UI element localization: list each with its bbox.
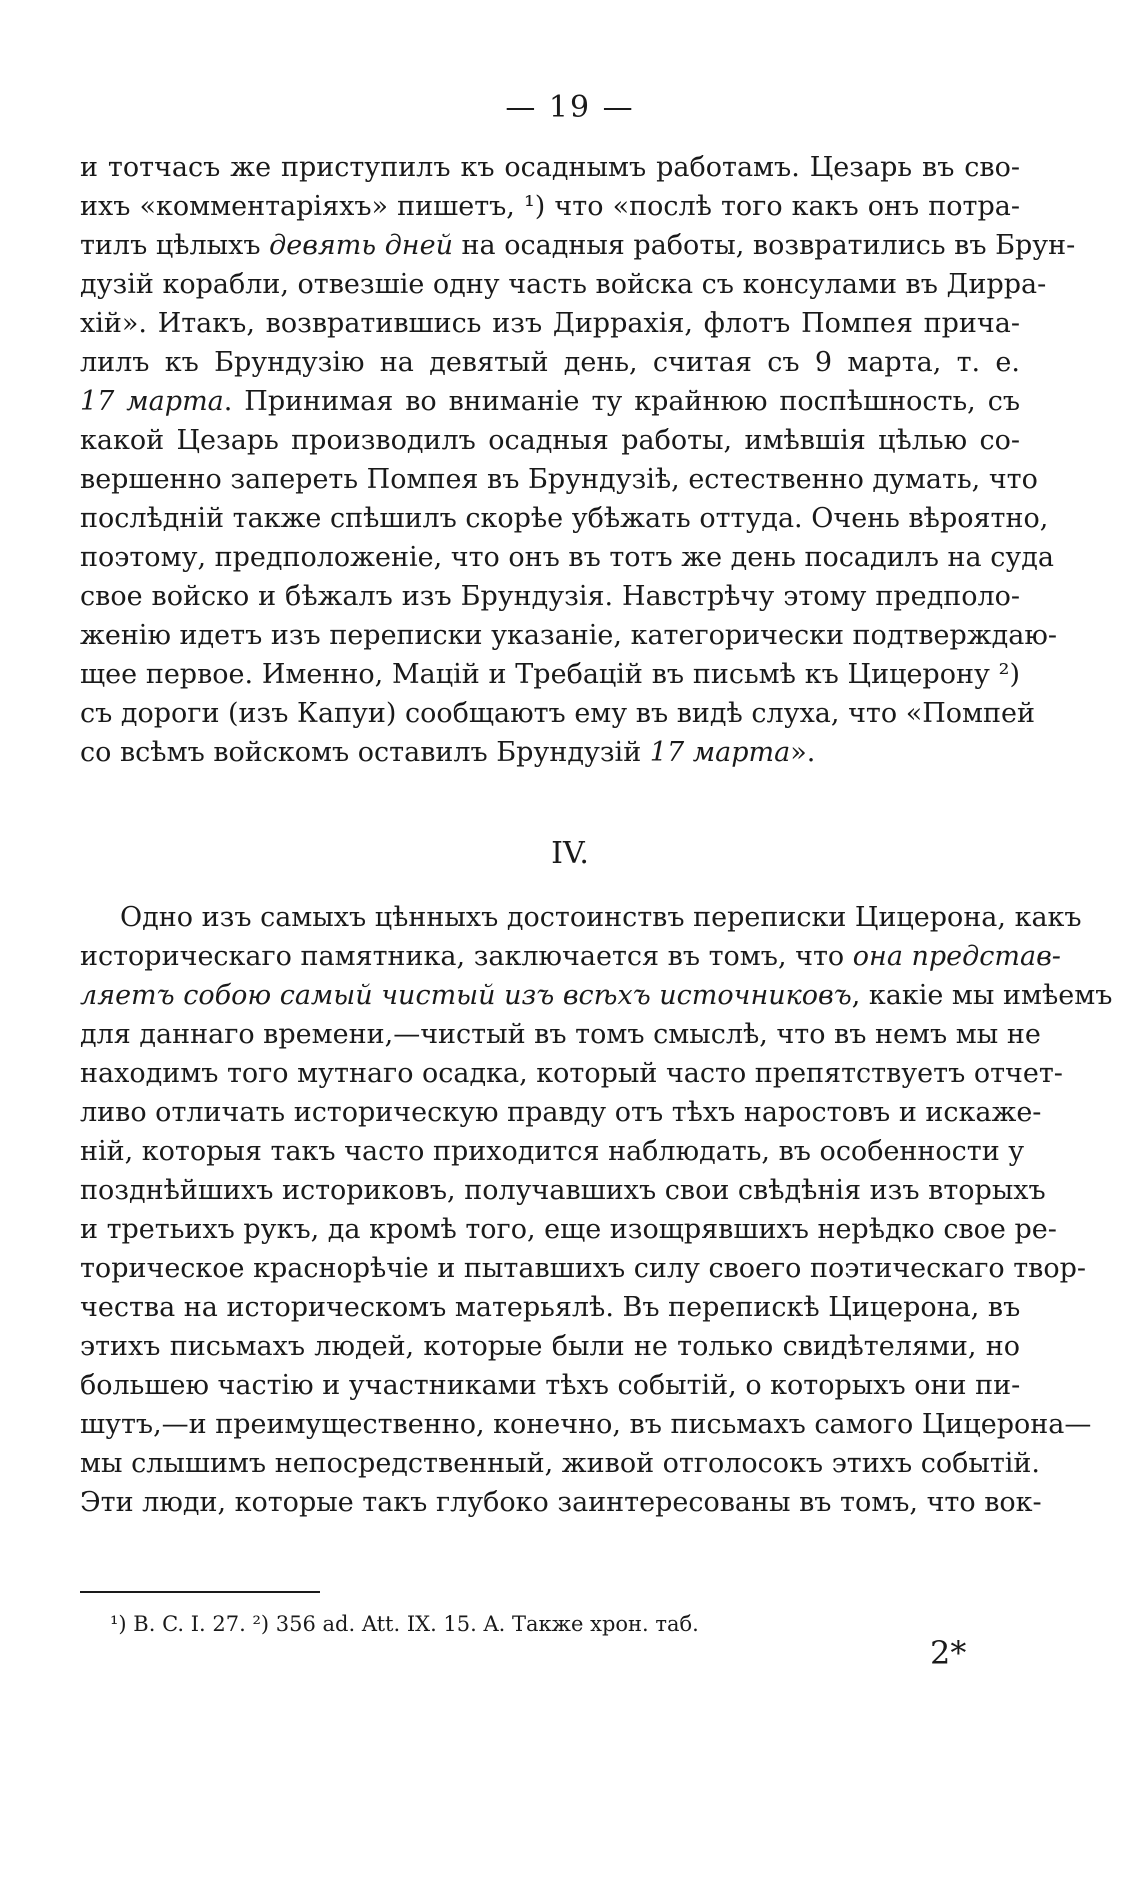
text-segment: со всѣмъ войскомъ оставилъ Брундузій — [80, 737, 650, 768]
section-heading: IV. — [551, 836, 589, 871]
footnote: ¹) B. C. I. 27. ²) 356 ad. Att. IX. 15. A. Также хрон. таб. — [110, 1612, 699, 1636]
text-segment: вершенно запереть Помпея въ Брундузіѣ, естественно думать, что — [80, 464, 1038, 495]
text-line — [80, 1132, 1025, 1171]
text-segment: поэтому, предположеніе, что онъ въ тотъ же день посадилъ на суда — [80, 542, 1054, 573]
paragraph-2 — [80, 898, 1113, 1522]
text-segment: для даннаго времени,—чистый въ томъ смыслѣ, что въ немъ мы не — [80, 1019, 1041, 1050]
text-line — [80, 1015, 1041, 1054]
text-segment: какой Цезарь производилъ осадныя работы, имѣвшія цѣлью со- — [80, 425, 1020, 456]
text-segment: большею частію и участниками тѣхъ событій, о которыхъ они пи- — [80, 1370, 1021, 1401]
text-line — [80, 694, 1035, 733]
text-segment: Одно изъ самыхъ цѣнныхъ достоинствъ переписки Цицерона, какъ — [120, 902, 1082, 933]
text-segment: , какіе мы имѣемъ — [851, 980, 1113, 1011]
text-line — [80, 1249, 1087, 1288]
text-segment: позднѣйшихъ историковъ, получавшихъ свои свѣдѣнія изъ вторыхъ — [80, 1175, 1046, 1206]
text-segment: ». — [790, 737, 816, 768]
footnote-divider — [80, 1591, 320, 1593]
signature-mark: 2* — [930, 1634, 967, 1672]
paragraph-1 — [80, 148, 1076, 772]
text-segment: тилъ цѣлыхъ — [80, 230, 270, 261]
text-segment: торическое краснорѣчіе и пытавшихъ силу своего поэтическаго твор- — [80, 1253, 1087, 1284]
text-line — [80, 1405, 1092, 1444]
text-segment: хій». Итакъ, возвратившись изъ Диррахія, флотъ Помпея прича- — [80, 308, 1020, 339]
text-segment: историческаго памятника, заключается въ томъ, что — [80, 941, 853, 972]
italic-text: ляетъ собою самый чистый изъ всѣхъ источниковъ — [80, 980, 852, 1011]
text-line — [80, 937, 1061, 976]
text-line — [80, 1327, 1020, 1366]
text-segment: и третьихъ рукъ, да кромѣ того, еще изощрявшихъ нерѣдко свое ре- — [80, 1214, 1057, 1245]
italic-text: 17 марта — [80, 386, 224, 417]
text-segment: ливо отличать историческую правду отъ тѣхъ наростовъ и искаже- — [80, 1097, 1042, 1128]
page-number: — 19 — — [505, 90, 635, 125]
text-segment: мы слышимъ непосредственный, живой отголосокъ этихъ событій. — [80, 1448, 1041, 1479]
text-line — [80, 1444, 1041, 1483]
text-segment: щее первое. Именно, Мацій и Требацій въ письмѣ къ Цицерону ²) — [80, 659, 1020, 690]
text-line — [80, 976, 1113, 1015]
text-line — [80, 421, 1020, 460]
text-segment: на осадныя работы, возвратились въ Брун- — [452, 230, 1076, 261]
text-line — [80, 655, 1020, 694]
text-line — [80, 187, 1020, 226]
text-line — [80, 460, 1038, 499]
italic-text: она представ- — [852, 941, 1061, 972]
italic-text: 17 марта — [649, 737, 791, 768]
text-line — [80, 733, 1020, 772]
text-line — [80, 1054, 1063, 1093]
text-line — [80, 1483, 1042, 1522]
text-line — [80, 382, 1020, 421]
text-segment: лилъ къ Брундузію на девятый день, считая съ 9 марта, т. е. — [80, 347, 1020, 378]
text-segment: съ дороги (изъ Капуи) сообщаютъ ему въ видѣ слуха, что «Помпей — [80, 698, 1035, 729]
text-segment: и тотчасъ же приступилъ къ осаднымъ работамъ. Цезарь въ сво- — [80, 152, 1020, 183]
text-segment: . Принимая во вниманіе ту крайнюю поспѣшность, съ — [223, 386, 1021, 417]
text-line — [80, 499, 1049, 538]
text-line — [80, 1366, 1020, 1405]
text-line — [80, 1210, 1057, 1249]
text-segment: дузій корабли, отвезшіе одну часть войска съ консулами въ Дирра- — [80, 269, 1047, 300]
text-line — [80, 226, 1076, 265]
text-line — [80, 616, 1058, 655]
text-line — [80, 1093, 1042, 1132]
text-segment: находимъ того мутнаго осадка, который часто препятствуетъ отчет- — [80, 1058, 1063, 1089]
text-line — [80, 538, 1054, 577]
text-line — [80, 1288, 1020, 1327]
text-segment: этихъ письмахъ людей, которые были не только свидѣтелями, но — [80, 1331, 1020, 1362]
text-segment: Эти люди, которые такъ глубоко заинтересованы въ томъ, что вок- — [80, 1487, 1042, 1518]
text-segment: ихъ «комментаріяхъ» пишетъ, ¹) что «послѣ того какъ онъ потра- — [80, 191, 1020, 222]
text-segment: ній, которыя такъ часто приходится наблюдать, въ особенности у — [80, 1136, 1025, 1167]
italic-text: девять дней — [269, 230, 453, 261]
text-line — [80, 148, 1020, 187]
text-line — [80, 1171, 1046, 1210]
text-segment: свое войско и бѣжалъ изъ Брундузія. Навстрѣчу этому предполо- — [80, 581, 1020, 612]
text-line — [80, 304, 1020, 343]
text-line — [80, 898, 1082, 937]
text-line — [80, 577, 1020, 616]
text-segment: женію идетъ изъ переписки указаніе, категорически подтверждаю- — [80, 620, 1058, 651]
text-segment: послѣдній также спѣшилъ скорѣе убѣжать оттуда. Очень вѣроятно, — [80, 503, 1049, 534]
text-segment: шутъ,—и преимущественно, конечно, въ письмахъ самого Цицерона— — [80, 1409, 1092, 1440]
text-line — [80, 265, 1047, 304]
text-line — [80, 343, 1020, 382]
text-segment: чества на историческомъ матерьялѣ. Въ перепискѣ Цицерона, въ — [80, 1292, 1021, 1323]
